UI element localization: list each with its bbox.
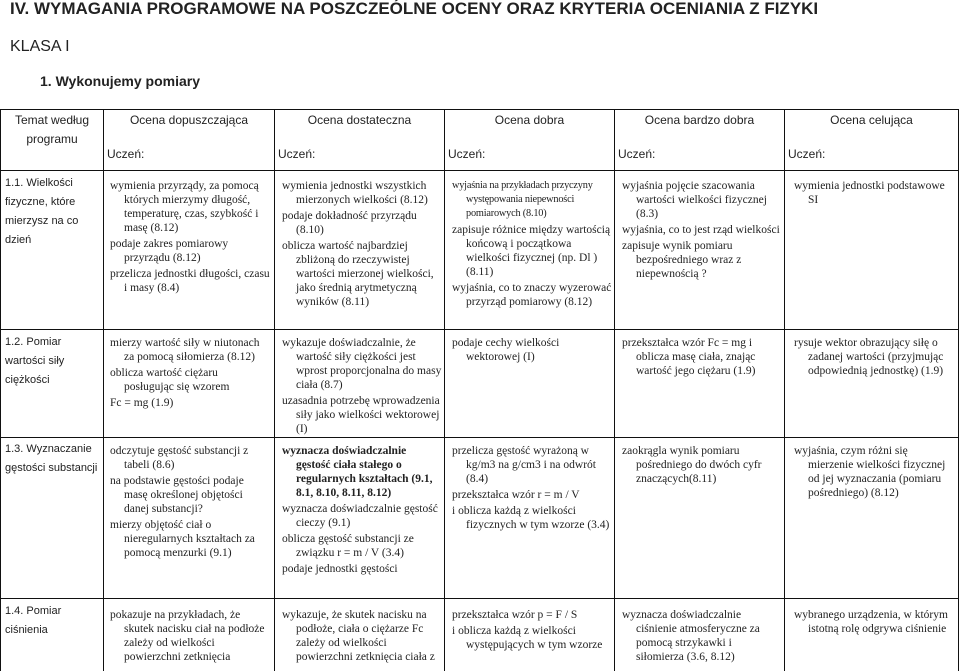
- requirement-cell: wymienia przyrządy, za pomocą których mierzymy długość, temperaturę, czas, szybkość i masę (8.12) podaje zakres pomiarowy przyrządu (8.12) przelicza jednostki długości, czasu i masy (8.4): [110, 180, 270, 294]
- student-label: Uczeń:: [107, 147, 145, 161]
- requirement-cell: przekształca wzór p = F / S i oblicza każdą z wielkości występujących w tym wzorze: [452, 609, 603, 651]
- student-label: Uczeń:: [788, 147, 826, 161]
- requirement-cell: wykazuje doświadczalnie, że wartość siły ciężkości jest wprost proporcjonalna do masy ciała (8.7) uzasadnia potrzebę wprowadzenia siły jako wielkości wektorowej (I): [282, 337, 442, 435]
- requirement-cell: wybranego urządzenia, w którym istotną rolę odgrywa ciśnienie: [794, 609, 948, 635]
- requirement-cell: wyjaśnia pojęcie szacowania wartości wielkości fizycznej (8.3) wyjaśnia, co to jest rząd wielkości zapisuje wynik pomiaru bezpośredniego wraz z niepewnością ?: [622, 180, 780, 280]
- requirement-cell: wymienia jednostki podstawowe SI: [794, 180, 945, 206]
- requirement-cell: wyznacza doświadczalnie ciśnienie atmosferyczne za pomocą strzykawki i siłomierza (3.6, 8.12): [622, 609, 760, 663]
- student-label: Uczeń:: [278, 147, 316, 161]
- grade-header-bardzo-dobra: Ocena bardzo dobra: [644, 113, 755, 127]
- requirement-cell: wyznacza doświadczalnie gęstość ciała stałego o regularnych kształtach (9.1, 8.1, 8.10, 8.11, 8.12) wyznacza doświadczalnie gęstość cieczy (9.1) oblicza gęstość substancji ze związku r = m / V (3.4) podaje jednostki gęstości: [282, 445, 438, 575]
- requirement-cell: przelicza gęstość wyrażoną w kg/m3 na g/cm3 i na odwrót (8.4) przekształca wzór r = m / V i oblicza każdą z wielkości fizycznych w tym wzorze (3.4): [452, 445, 610, 531]
- document-title: IV. WYMAGANIA PROGRAMOWE NA POSZCZEÓLNE OCENY ORAZ KRYTERIA OCENIANIA Z FIZYKI: [10, 0, 819, 18]
- requirement-cell: pokazuje na przykładach, że skutek nacisku ciał na podłoże zależy od wielkości powierzchni zetknięcia: [110, 609, 265, 663]
- row-topic-1-4: 1.4. Pomiar ciśnienia: [5, 605, 62, 636]
- requirement-cell: rysuje wektor obrazujący siłę o zadanej wartości (przyjmując odpowiednią jednostkę) (1.9): [794, 337, 944, 377]
- grade-header-celujaca: Ocena celująca: [830, 113, 913, 127]
- requirement-cell: podaje cechy wielkości wektorowej (I): [452, 337, 560, 363]
- row-topic-1-1: 1.1. Wielkości fizyczne, które mierzysz na co dzień: [5, 177, 79, 246]
- section-title: 1. Wykonujemy pomiary: [40, 73, 201, 89]
- row-topic-1-2: 1.2. Pomiar wartości siły ciężkości: [5, 336, 65, 386]
- topic-header: Temat według programu: [14, 113, 90, 146]
- requirement-cell: odczytuje gęstość substancji z tabeli (8.6) na podstawie gęstości podaje masę określonej objętości danej substancji? mierzy objętość ciał o nieregularnych kształtach za pomocą menzurki (9.1): [110, 445, 255, 559]
- requirement-cell: wyjaśnia, czym różni się mierzenie wielkości fizycznej od jej wyznaczania (pomiaru pośredniego) (8.12): [794, 445, 946, 499]
- grade-header-dostateczna: Ocena dostateczna: [307, 113, 412, 127]
- student-label: Uczeń:: [448, 147, 486, 161]
- requirement-cell: wymienia jednostki wszystkich mierzonych wielkości (8.12) podaje dokładność przyrządu (8.10) oblicza wartość najbardziej zbliżoną do rzeczywistej wartości mierzonej wielkości, jako średnią arytmetyczną wyników (8.11): [282, 180, 434, 308]
- student-label: Uczeń:: [618, 147, 656, 161]
- grade-header-dobra: Ocena dobra: [494, 113, 565, 127]
- requirement-cell: wykazuje, że skutek nacisku na podłoże, ciała o ciężarze Fc zależy od wielkości powierzchni zetknięcia ciała z: [282, 609, 435, 663]
- requirement-cell: mierzy wartość siły w niutonach za pomocą siłomierza (8.12) oblicza wartość ciężaru posługując się wzorem Fc = mg (1.9): [110, 337, 260, 409]
- row-topic-1-3: 1.3. Wyznaczanie gęstości substancji: [5, 443, 98, 474]
- requirement-cell: wyjaśnia na przykładach przyczyny występowania niepewności pomiarowych (8.10) zapisuje różnice między wartością końcową i początkowa wielkości fizycznej (np. Dl ) (8.11) wyjaśnia, co to znaczy wyzerować przyrząd pomiarowy (8.12): [452, 180, 612, 308]
- grade-header-dopuszczajaca: Ocena dopuszczająca: [129, 113, 249, 127]
- requirement-cell: zaokrągla wynik pomiaru pośredniego do dwóch cyfr znaczących(8.11): [622, 445, 762, 485]
- class-label: KLASA I: [10, 38, 70, 55]
- requirement-cell: przekształca wzór Fc = mg i oblicza masę ciała, znając wartość jego ciężaru (1.9): [622, 337, 756, 377]
